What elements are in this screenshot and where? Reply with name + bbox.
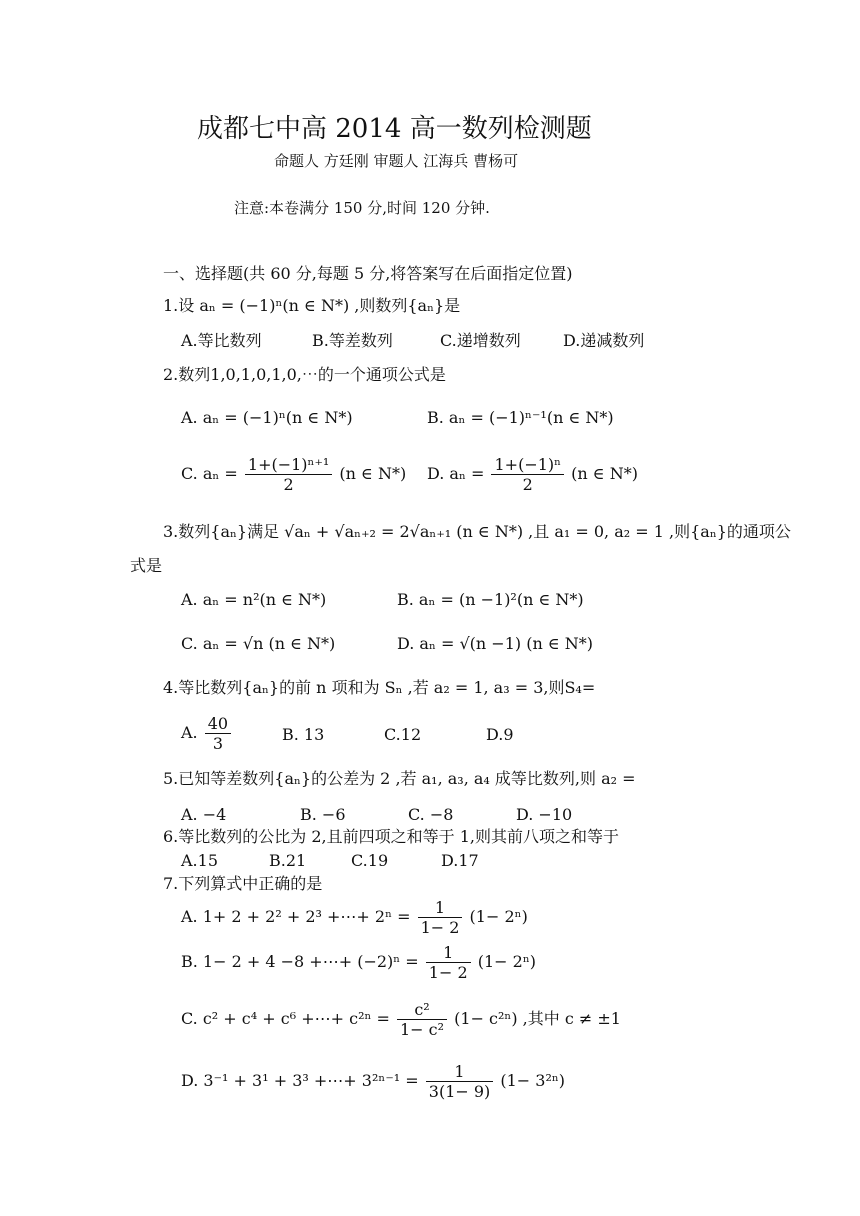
q4-option-d: D.9 bbox=[486, 725, 514, 744]
fraction-numerator: 1+(−1)ⁿ bbox=[491, 455, 564, 475]
fraction-denominator: 2 bbox=[283, 475, 294, 495]
fraction-numerator: 40 bbox=[205, 714, 231, 734]
q3-option-d: D. aₙ = √(n −1) (n ∈ N*) bbox=[397, 634, 594, 653]
q2-option-c-fraction bbox=[245, 455, 332, 494]
fraction-denominator: 2 bbox=[522, 475, 533, 495]
exam-note: 注意:本卷满分 150 分,时间 120 分钟. bbox=[234, 199, 490, 217]
q2-option-c-suffix: (n ∈ N*) bbox=[339, 464, 407, 484]
q2-option-d-prefix: D. aₙ = bbox=[427, 464, 485, 484]
fraction-numerator: c² bbox=[397, 1000, 447, 1020]
q7-option-c-left: C. c² + c⁴ + c⁶ +⋯+ c²ⁿ = bbox=[181, 1009, 390, 1029]
question-4-stem: 4.等比数列{aₙ}的前 n 项和为 Sₙ ,若 a₂ = 1, a₃ = 3,则S₄= bbox=[163, 678, 596, 697]
fraction-denominator: 1− 2 bbox=[428, 963, 468, 983]
q7-option-d-fraction bbox=[426, 1062, 494, 1101]
q2-option-d bbox=[427, 455, 638, 494]
q3-option-a: A. aₙ = n²(n ∈ N*) bbox=[181, 590, 327, 609]
fraction-denominator: 1− 2 bbox=[420, 918, 460, 938]
question-1-stem: 1.设 aₙ = (−1)ⁿ(n ∈ N*) ,则数列{aₙ}是 bbox=[163, 296, 461, 315]
q6-option-c: C.19 bbox=[351, 851, 389, 870]
q7-option-a-fraction bbox=[418, 898, 463, 937]
q1-option-d: D.递减数列 bbox=[563, 331, 645, 350]
q6-option-d: D.17 bbox=[441, 851, 479, 870]
q4-option-b: B. 13 bbox=[282, 725, 325, 744]
question-2-stem: 2.数列1,0,1,0,1,0,⋯的一个通项公式是 bbox=[163, 365, 446, 384]
q7-option-d bbox=[181, 1062, 565, 1101]
q7-option-d-right: (1− 3²ⁿ) bbox=[500, 1071, 566, 1091]
q3-option-b: B. aₙ = (n −1)²(n ∈ N*) bbox=[397, 590, 584, 609]
q5-option-d: D. −10 bbox=[516, 805, 573, 824]
q2-option-b: B. aₙ = (−1)ⁿ⁻¹(n ∈ N*) bbox=[427, 408, 614, 427]
q2-option-c-prefix: C. aₙ = bbox=[181, 464, 238, 484]
q3-option-c: C. aₙ = √n (n ∈ N*) bbox=[181, 634, 336, 653]
page-title: 成都七中高 2014 高一数列检测题 bbox=[197, 114, 592, 144]
q6-option-a: A.15 bbox=[181, 851, 218, 870]
q7-option-c-fraction bbox=[397, 1000, 447, 1039]
fraction-denominator: 3(1− 9) bbox=[428, 1082, 491, 1102]
q7-option-a bbox=[181, 898, 528, 937]
q7-option-b-left: B. 1− 2 + 4 −8 +⋯+ (−2)ⁿ = bbox=[181, 952, 419, 972]
question-5-stem: 5.已知等差数列{aₙ}的公差为 2 ,若 a₁, a₃, a₄ 成等比数列,则 a₂ = bbox=[163, 769, 636, 788]
q4-option-a-fraction bbox=[205, 714, 231, 753]
q2-option-a: A. aₙ = (−1)ⁿ(n ∈ N*) bbox=[181, 408, 353, 427]
q5-option-b: B. −6 bbox=[300, 805, 346, 824]
fraction-numerator: 1+(−1)ⁿ⁺¹ bbox=[245, 455, 332, 475]
question-3-stem-cont: 式是 bbox=[130, 556, 163, 575]
q7-option-c-right: (1− c²ⁿ) ,其中 c ≠ ±1 bbox=[454, 1009, 621, 1029]
q4-option-c: C.12 bbox=[384, 725, 422, 744]
authors-line: 命题人 方廷刚 审题人 江海兵 曹杨可 bbox=[274, 152, 519, 170]
q2-option-d-suffix: (n ∈ N*) bbox=[571, 464, 638, 484]
q6-option-b: B.21 bbox=[269, 851, 307, 870]
q1-option-b: B.等差数列 bbox=[312, 331, 393, 350]
q7-option-a-left: A. 1+ 2 + 2² + 2³ +⋯+ 2ⁿ = bbox=[181, 907, 411, 927]
fraction-denominator: 1− c² bbox=[400, 1020, 445, 1040]
q7-option-d-left: D. 3⁻¹ + 3¹ + 3³ +⋯+ 3²ⁿ⁻¹ = bbox=[181, 1071, 419, 1091]
q1-option-c: C.递增数列 bbox=[440, 331, 521, 350]
question-7-stem: 7.下列算式中正确的是 bbox=[163, 874, 323, 893]
section-heading: 一、选择题(共 60 分,每题 5 分,将答案写在后面指定位置) bbox=[163, 264, 573, 283]
q2-option-c bbox=[181, 455, 406, 494]
q7-option-b-right: (1− 2ⁿ) bbox=[477, 952, 536, 972]
q5-option-c: C. −8 bbox=[408, 805, 454, 824]
q7-option-a-right: (1− 2ⁿ) bbox=[469, 907, 528, 927]
q7-option-b-fraction bbox=[426, 943, 471, 982]
question-3-stem: 3.数列{aₙ}满足 √aₙ + √aₙ₊₂ = 2√aₙ₊₁ (n ∈ N*) ,且 a₁ = 0, a₂ = 1 ,则{aₙ}的通项公 bbox=[163, 522, 791, 541]
q2-option-d-fraction bbox=[491, 455, 564, 494]
fraction-numerator: 1 bbox=[418, 898, 463, 918]
q1-option-a: A.等比数列 bbox=[181, 331, 262, 350]
q7-option-c bbox=[181, 1000, 621, 1039]
fraction-denominator: 3 bbox=[212, 734, 223, 754]
q7-option-b bbox=[181, 943, 536, 982]
q5-option-a: A. −4 bbox=[181, 805, 227, 824]
question-6-stem: 6.等比数列的公比为 2,且前四项之和等于 1,则其前八项之和等于 bbox=[163, 827, 619, 846]
q4-option-a-prefix: A. bbox=[181, 723, 198, 743]
q4-option-a bbox=[181, 714, 233, 753]
fraction-numerator: 1 bbox=[426, 943, 471, 963]
fraction-numerator: 1 bbox=[426, 1062, 494, 1082]
